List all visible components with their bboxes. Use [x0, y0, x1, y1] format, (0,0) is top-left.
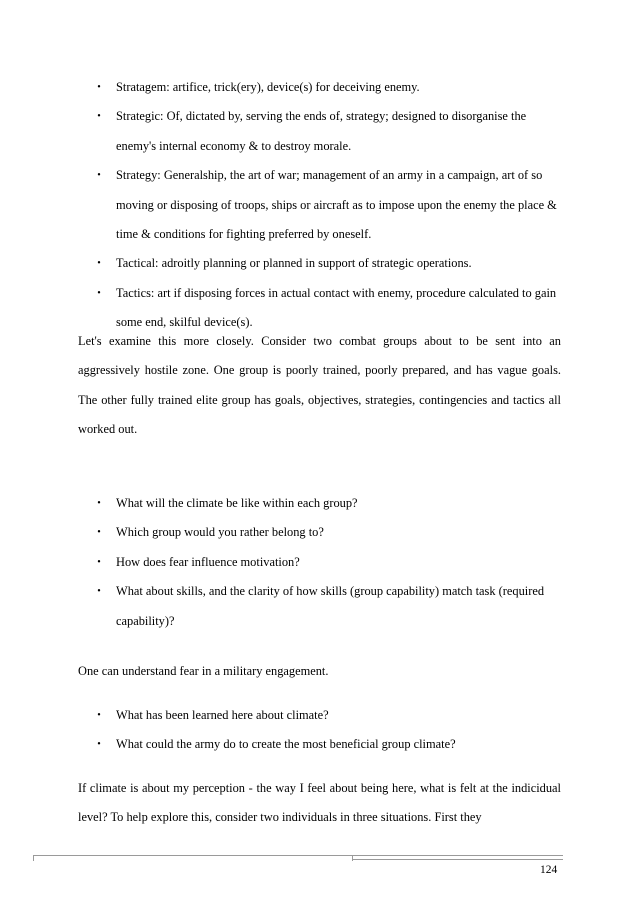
body-paragraph: Let's examine this more closely. Consider two combat groups about to be sent into an aggressively hostile zone. One group is poorly trained, poorly prepared, and has vague goals. The other fully trained elite group has goals, objectives, strategies, contingencies and tactics all worked out. [78, 334, 561, 437]
page-number: 124 [540, 864, 558, 876]
footer-rule-top [351, 855, 563, 860]
bullet-icon: • [97, 556, 101, 568]
bullet-icon: • [97, 111, 101, 123]
climate-questions-list [78, 701, 566, 760]
body-paragraph: One can understand fear in a military engagement. [78, 664, 329, 678]
list-item: • Tactical: adroitly planning or planned in support of strategic operations. [78, 249, 566, 278]
list-item: • Strategy: Generalship, the art of war; management of an army in a campaign, art of so moving or disposing of troops, ships or aircraft as to impose upon the enemy the place & time & conditions for fighting preferred by oneself. [78, 161, 566, 249]
definitions-list [78, 73, 566, 338]
list-item: • What about skills, and the clarity of how skills (group capability) match task (required capability)? [78, 577, 566, 636]
bullet-icon: • [97, 710, 101, 721]
list-item: • What will the climate be like within each group? [78, 489, 566, 518]
bullet-icon: • [97, 586, 101, 598]
list-item: • Stratagem: artifice, trick(ery), device(s) for deceiving enemy. [78, 73, 566, 102]
bullet-icon: • [97, 287, 101, 299]
list-item: • What could the army do to create the most beneficial group climate? [78, 730, 566, 759]
bullet-icon: • [97, 258, 101, 270]
bullet-icon: • [97, 739, 101, 751]
bullet-icon: • [97, 527, 101, 539]
bullet-icon: • [97, 82, 101, 93]
bullet-icon: • [97, 170, 101, 182]
questions-list [78, 489, 566, 636]
body-paragraph: If climate is about my perception - the way I feel about being here, what is felt at the indicidual level? To help explore this, consider two individuals in three situations. First they [78, 781, 561, 825]
bullet-icon: • [97, 498, 101, 509]
list-item: • Which group would you rather belong to? [78, 518, 566, 547]
list-item: • Tactics: art if disposing forces in actual contact with enemy, procedure calculated to gain some end, skilful device(s). [78, 279, 566, 338]
list-item: • Strategic: Of, dictated by, serving the ends of, strategy; designed to disorganise the enemy's internal economy & to destroy morale. [78, 102, 566, 161]
footer-tab [33, 855, 353, 861]
list-item: • How does fear influence motivation? [78, 548, 566, 577]
list-item: • What has been learned here about climate? [78, 701, 566, 730]
